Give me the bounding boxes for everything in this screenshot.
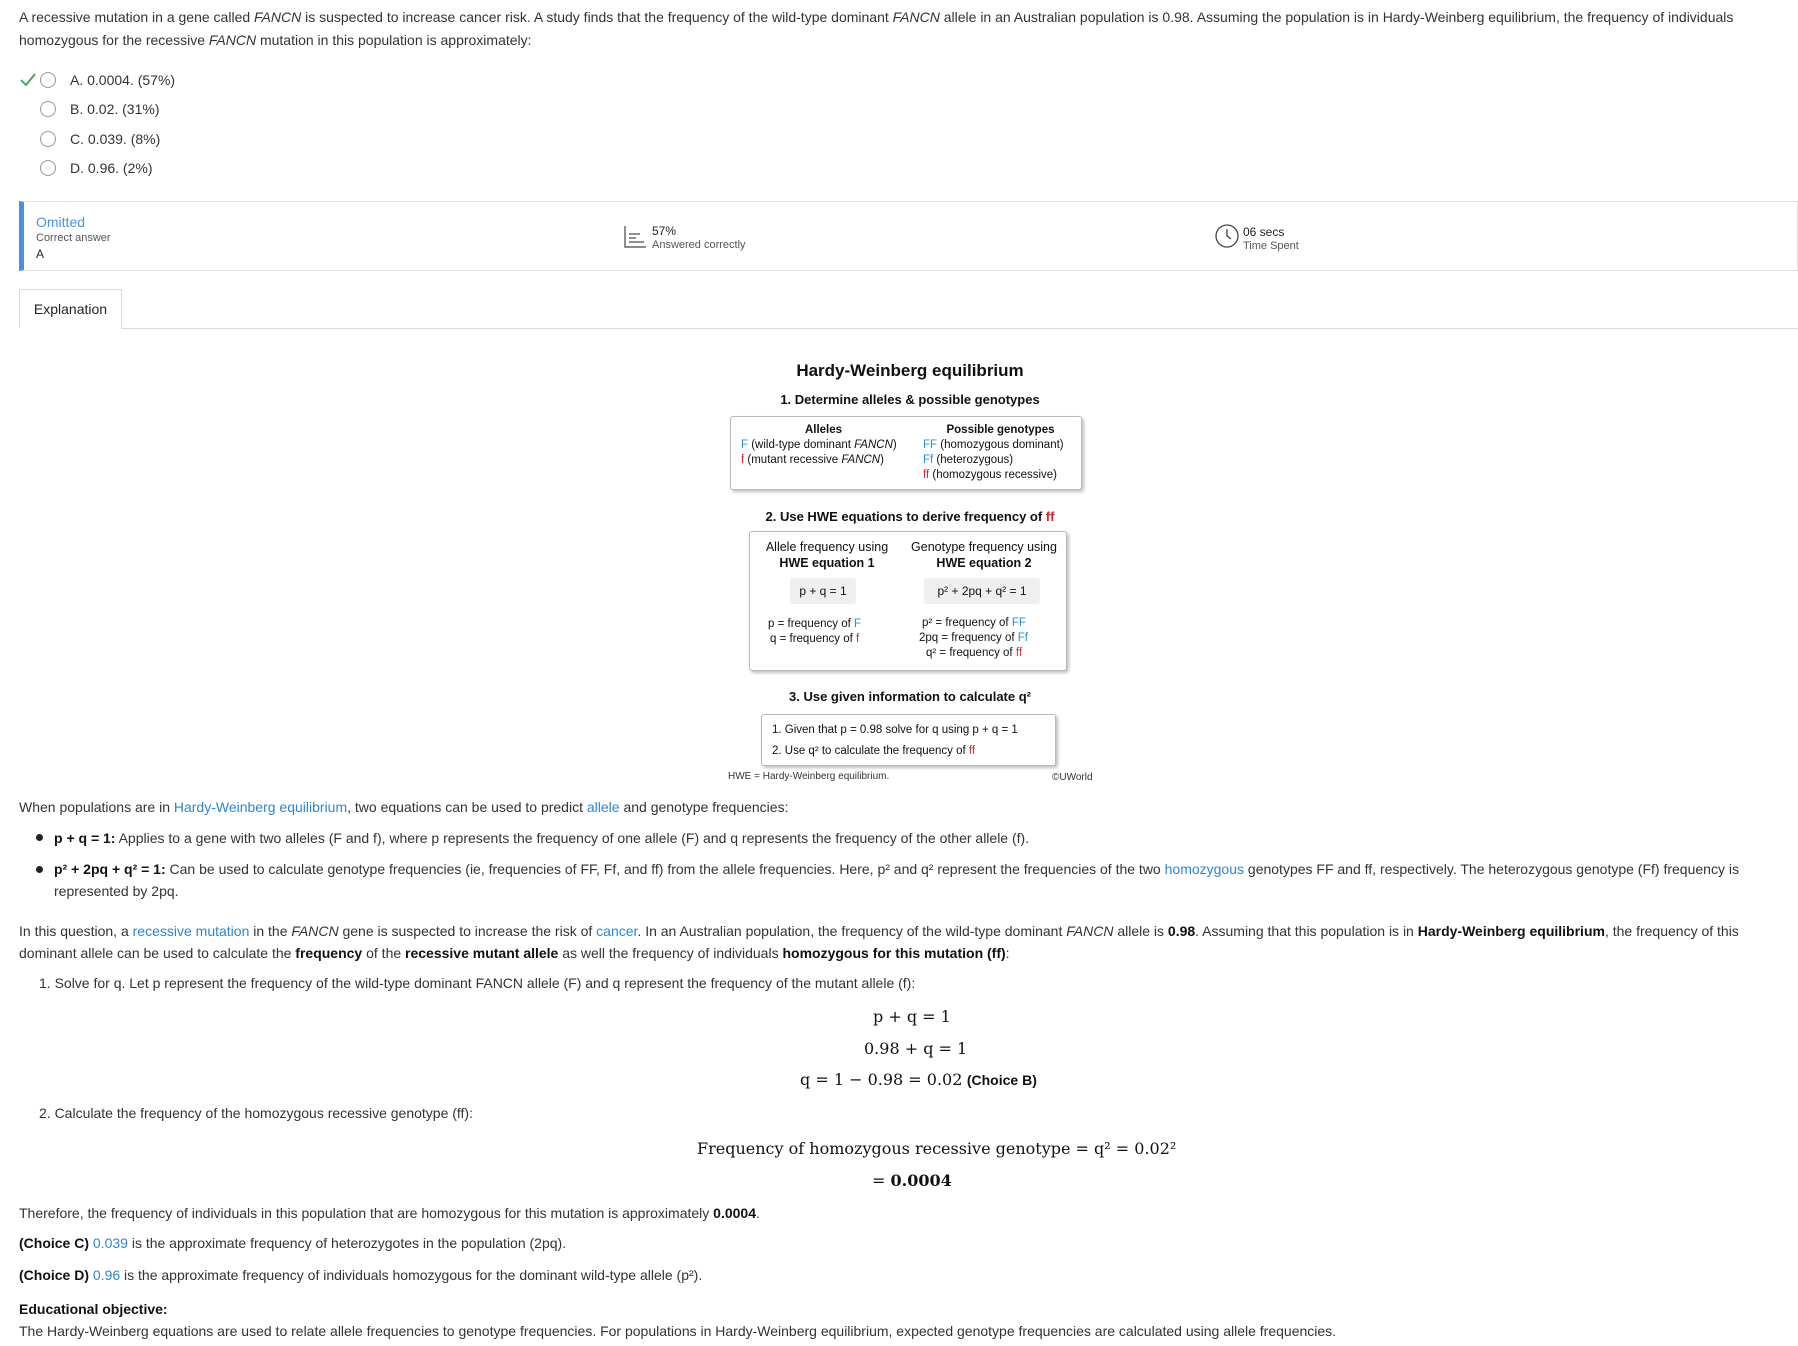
hwe-equations-box (749, 531, 1067, 671)
time-spent-value: 06 secs (1243, 225, 1285, 239)
gene-name: FANCN (254, 9, 302, 25)
question-text: mutation in this population is approximately: (256, 32, 532, 48)
bullet-equation-1: p + q = 1: Applies to a gene with two alleles (F and f), where p represents the frequency of one allele (F) and q represents the frequency of the other allele (f). (54, 830, 1030, 846)
bullet (36, 834, 43, 841)
explanation-intro: When populations are in Hardy-Weinberg equilibrium, two equations can be used to predict allele and genotype frequencies: (19, 799, 789, 815)
link-allele[interactable]: allele (586, 799, 620, 815)
equation-line: 0.98 + q = 1 (864, 1039, 968, 1058)
question-stem (19, 6, 1779, 52)
radio-button[interactable] (40, 101, 56, 117)
link-homozygous[interactable]: homozygous (1164, 861, 1245, 877)
tab-bar-divider (19, 328, 1798, 329)
link-cancer[interactable]: cancer (596, 923, 638, 939)
radio-button[interactable] (40, 160, 56, 176)
solution-step-2: 2. Calculate the frequency of the homozygous recessive genotype (ff): (39, 1105, 473, 1121)
col2-header: HWE equation 2 (936, 556, 1032, 570)
genotype-FF-line: FF (homozygous dominant) (923, 439, 1064, 451)
alleles-genotypes-box (730, 416, 1082, 490)
given-info-box (761, 714, 1056, 766)
choice-d-explanation: (Choice D) 0.96 is the approximate frequency of individuals homozygous for the dominant wild-type allele (p²). (19, 1267, 703, 1283)
percent-correct-label: Answered correctly (652, 239, 746, 251)
answer-stats-bar (19, 201, 1798, 271)
choice-label: A. 0.0004. (57%) (70, 72, 176, 88)
answer-choice-d[interactable] (40, 157, 152, 179)
explanation-question-analysis: In this question, a recessive mutation in the FANCN gene is suspected to increase the risk of cancer. In an Australian population, the frequency of the wild-type dominant FANCN allele is 0.98. Assuming that this population is in Hardy-Weinberg equilibrium, the frequency of this dominant allele can be used to calculate the frequency of the recessive mutant allele as well the frequency of individuals homozygous for this mutation (ff): (19, 923, 1739, 961)
answer-status: Omitted (36, 214, 86, 230)
col1-header: HWE equation 1 (779, 556, 875, 570)
bullet (36, 866, 43, 873)
equation-line: p + q = 1 (873, 1007, 951, 1026)
link-recessive-mutation[interactable]: recessive mutation (132, 923, 250, 939)
choice-label: B. 0.02. (31%) (70, 101, 160, 117)
answer-choice-a[interactable] (40, 69, 175, 91)
educational-objective-title: Educational objective: (19, 1301, 168, 1317)
col2-header: Genotype frequency using (911, 540, 1057, 554)
correct-answer-value: A (36, 247, 45, 261)
col1-header: Allele frequency using (765, 540, 889, 554)
given-step-1: 1. Given that p = 0.98 solve for q using p + q = 1 (772, 724, 1018, 736)
gene-name: FANCN (892, 9, 940, 25)
tab-label: Explanation (33, 301, 108, 317)
question-text: allele in an Australian population is 0.98. Assuming the population is in Hardy-Weinberg equilibrium, the frequency of individuals homozygous for the recessive (19, 9, 1734, 48)
genotypes-header: Possible genotypes (946, 424, 1055, 436)
link-choice-d-value[interactable]: 0.96 (92, 1267, 121, 1283)
educational-objective-text: The Hardy-Weinberg equations are used to relate allele frequencies to genotype frequencies. For populations in Hardy-Weinberg equilibrium, expected genotype frequencies are calculated using allele frequencies. (19, 1323, 1337, 1339)
percent-correct-value: 57% (652, 224, 677, 238)
figure-title: Hardy-Weinberg equilibrium (796, 361, 1024, 380)
choice-c-explanation: (Choice C) 0.039 is the approximate frequency of heterozygotes in the population (2pq). (19, 1235, 567, 1251)
question-text: A recessive mutation in a gene called (19, 9, 255, 25)
equation-line: q = 1 − 0.98 = 0.02 (Choice B) (800, 1070, 1037, 1089)
time-spent-label: Time Spent (1243, 240, 1299, 252)
q2-definition: q² = frequency of ff (926, 647, 1023, 659)
figure-footnote: HWE = Hardy-Weinberg equilibrium. (728, 771, 890, 782)
genotype-Ff-line: Ff (heterozygous) (923, 454, 1014, 466)
hwe-equation-2: p² + 2pq + q² = 1 (924, 578, 1040, 604)
question-text: is suspected to increase cancer risk. A study finds that the frequency of the wild-type dominant (301, 9, 893, 25)
check-icon (19, 69, 37, 91)
given-step-2: 2. Use q² to calculate the frequency of ff (772, 745, 976, 757)
radio-button[interactable] (40, 72, 56, 88)
p2-definition: p² = frequency of FF (922, 617, 1026, 629)
link-hardy-weinberg[interactable]: Hardy-Weinberg equilibrium (173, 799, 348, 815)
choice-label: D. 0.96. (2%) (70, 160, 153, 176)
p-definition: p = frequency of F (768, 618, 862, 630)
equation-line: = 0.0004 (872, 1171, 952, 1190)
bullet-equation-2: p² + 2pq + q² = 1: Can be used to calculate genotype frequencies (ie, frequencies of FF, Ff, and ff) from the allele frequencies. Here, p² and q² represent the frequencies of the two homozygous genotypes FF and ff, respectively. The heterozygous genotype (Ff) frequency is represented by 2pq. (54, 861, 1739, 899)
q-definition: q = frequency of f (770, 633, 860, 645)
solution-step-1: 1. Solve for q. Let p represent the frequency of the wild-type dominant FANCN allele (F) and q represent the frequency of the mutant allele (f): (39, 975, 916, 991)
allele-f-line: f (mutant recessive FANCN) (741, 454, 884, 466)
figure-step1-title: 1. Determine alleles & possible genotypes (780, 392, 1040, 407)
hwe-equation-1: p + q = 1 (790, 578, 856, 604)
tab-explanation[interactable] (19, 289, 122, 329)
gene-name: FANCN (208, 32, 257, 48)
therefore-sentence: Therefore, the frequency of individuals in this population that are homozygous for this mutation is approximately 0.0004. (19, 1205, 760, 1221)
alleles-header: Alleles (804, 424, 843, 436)
answer-choice-c[interactable] (40, 128, 160, 150)
stats-icon (624, 226, 646, 248)
genotype-ff-line: ff (homozygous recessive) (923, 469, 1058, 481)
clock-icon (1215, 224, 1239, 248)
answer-choice-b[interactable] (40, 98, 160, 120)
allele-F-line: F (wild-type dominant FANCN) (741, 439, 897, 451)
2pq-definition: 2pq = frequency of Ff (919, 632, 1029, 644)
copyright: ©UWorld (1052, 772, 1093, 783)
link-choice-c-value[interactable]: 0.039 (92, 1235, 128, 1251)
choice-label: C. 0.039. (8%) (70, 131, 161, 147)
figure-step3-title: 3. Use given information to calculate q² (789, 689, 1031, 704)
figure-step2-title: 2. Use HWE equations to derive frequency of ff (765, 509, 1055, 524)
radio-button[interactable] (40, 131, 56, 147)
equation-line: Frequency of homozygous recessive genotype = q² = 0.02² (697, 1139, 1177, 1158)
correct-answer-label: Correct answer (36, 232, 111, 244)
